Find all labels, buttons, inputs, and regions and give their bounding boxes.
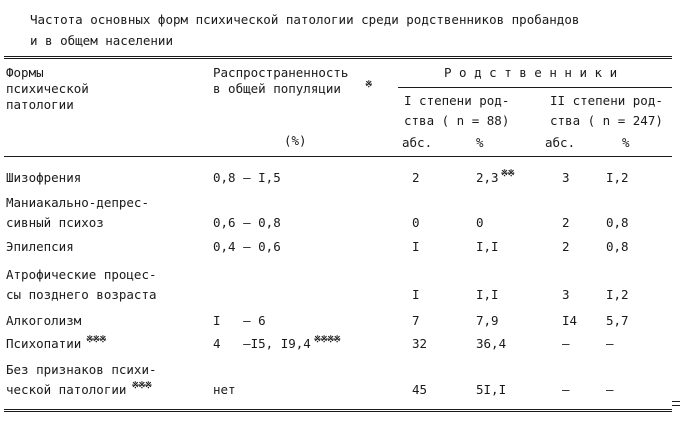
row-pct-1: 0 <box>476 215 484 230</box>
header-forms-line2: психической <box>6 81 89 96</box>
header-abs-2: абс. <box>545 135 576 150</box>
header-group1-line2: ства ( n = 88) <box>404 113 510 128</box>
row-population: 4 –I5, I9,4 <box>213 336 311 351</box>
top-rule <box>4 56 672 57</box>
row-population: 0,6 – 0,8 <box>213 215 281 230</box>
row-abs-1: 0 <box>412 215 420 230</box>
row-name: Эпилепсия <box>6 239 74 254</box>
row-name: Психопатии <box>6 336 82 351</box>
row-abs-2: 2 <box>562 215 570 230</box>
row-pct-2: I,2 <box>606 170 629 185</box>
row-abs-2: 3 <box>562 170 570 185</box>
row-name-mark: ※※※ <box>86 335 106 345</box>
row-population-mark: ※※※※ <box>313 335 340 345</box>
row-name: Шизофрения <box>6 170 82 185</box>
top-rule-double <box>4 58 672 59</box>
header-forms-line3: патологии <box>6 97 74 112</box>
row-abs-2: – <box>562 382 570 397</box>
row-name: Без признаков психи- <box>6 362 157 377</box>
row-name: ческой патологии <box>6 382 127 397</box>
row-abs-1: 7 <box>412 313 420 328</box>
bottom-rule-double <box>4 411 672 412</box>
row-abs-2: 2 <box>562 239 570 254</box>
row-name: Атрофические процес- <box>6 267 157 282</box>
header-group2-line1: II степени род- <box>550 93 663 108</box>
row-pct-1: I,I <box>476 287 499 302</box>
row-pct-1: 7,9 <box>476 313 499 328</box>
header-pct-2: % <box>622 135 630 150</box>
table-title-line1: Частота основных форм психической патологии среди родственников пробандов <box>30 12 580 27</box>
row-pct-1: 2,3 <box>476 170 499 185</box>
header-bottom-rule <box>4 156 672 157</box>
row-pct-2: – <box>606 336 614 351</box>
header-prevalence-line2: в общей популяции <box>213 81 341 96</box>
edge-mark-1 <box>672 401 680 402</box>
row-pct-2: 0,8 <box>606 239 629 254</box>
row-pct-1: I,I <box>476 239 499 254</box>
row-name: сивный психоз <box>6 215 104 230</box>
row-pct-2: I,2 <box>606 287 629 302</box>
row-abs-1: I <box>412 287 420 302</box>
row-pct-2: 0,8 <box>606 215 629 230</box>
row-abs-2: – <box>562 336 570 351</box>
row-name-mark: ※※※ <box>131 381 152 391</box>
row-pct-1: 36,4 <box>476 336 507 351</box>
header-forms-line1: Формы <box>6 65 44 80</box>
header-prevalence-line1: Распространенность <box>213 65 349 80</box>
row-abs-1: I <box>412 239 420 254</box>
edge-mark-2 <box>672 405 680 406</box>
header-relatives: Р о д с т в е н н и к и <box>444 65 618 80</box>
table-title-line2: и в общем населении <box>30 33 173 48</box>
row-population: I – 6 <box>213 313 266 328</box>
row-abs-2: 3 <box>562 287 570 302</box>
row-pct-1-mark: ※※ <box>500 169 514 179</box>
row-name: Алкоголизм <box>6 313 82 328</box>
header-prevalence-unit: (%) <box>284 133 307 148</box>
row-population: нет <box>213 382 236 397</box>
row-pct-2: 5,7 <box>606 313 629 328</box>
row-population: 0,8 – I,5 <box>213 170 281 185</box>
header-group1-line1: I степени род- <box>404 93 510 108</box>
row-name: сы позднего возраста <box>6 287 157 302</box>
row-abs-1: 2 <box>412 170 420 185</box>
header-group2-line2: ства ( n = 247) <box>550 113 663 128</box>
row-pct-1: 5I,I <box>476 382 507 397</box>
row-pct-2: – <box>606 382 614 397</box>
header-prevalence-mark: ※ <box>365 80 372 90</box>
header-abs-1: абс. <box>402 135 433 150</box>
header-pct-1: % <box>476 135 484 150</box>
row-population: 0,4 – 0,6 <box>213 239 281 254</box>
row-abs-1: 32 <box>412 336 428 351</box>
row-abs-2: I4 <box>562 313 578 328</box>
row-abs-1: 45 <box>412 382 428 397</box>
bottom-rule <box>4 409 672 410</box>
relatives-underline <box>398 87 672 88</box>
row-name: Маниакально-депрес- <box>6 195 149 210</box>
